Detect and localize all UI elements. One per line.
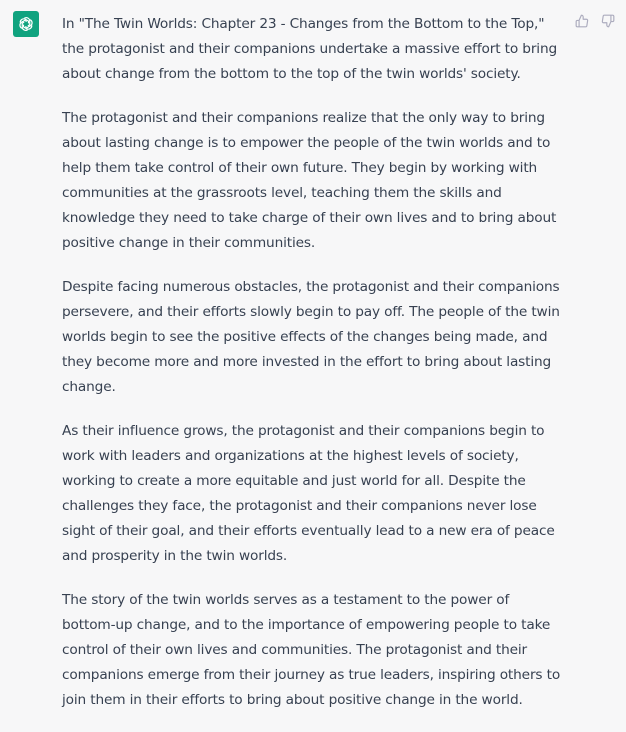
message-paragraph-5: The story of the twin worlds serves as a testament to the power of bottom-up change, and to the importance of empowering people to take control of their own lives and communities. The protagonist and their companions emerge from their journey as true leaders, inspiring others to join them in their efforts to bring about positive change in the world. [62, 592, 561, 708]
message-paragraph-4: As their influence grows, the protagonist and their companions begin to work with leaders and organizations at the highest levels of society, working to create a more equitable and just world for all. Despite the challenges they face, the protagonist and their companions never lose sight of their goal, and their efforts eventually lead to a new era of peace and prosperity in the twin worlds. [62, 423, 555, 564]
thumbs-down-button[interactable] [600, 13, 616, 29]
feedback-actions [574, 13, 616, 29]
thumbs-down-icon [601, 14, 615, 28]
message-paragraph-3: Despite facing numerous obstacles, the protagonist and their companions persevere, and their efforts slowly begin to pay off. The people of the twin worlds begin to see the positive effects of the changes being made, and they become more and more invested in the effort to bring about lasting change. [62, 279, 560, 395]
assistant-avatar [13, 11, 39, 37]
thumbs-up-button[interactable] [574, 13, 590, 29]
message-content [62, 12, 562, 732]
openai-logo-icon [17, 15, 35, 33]
thumbs-up-icon [575, 14, 589, 28]
message-paragraph-2: The protagonist and their companions realize that the only way to bring about lasting change is to empower the people of the twin worlds and to help them take control of their own future. They begin by working with communities at the grassroots level, teaching them the skills and knowledge they need to take charge of their own lives and to bring about positive change in their communities. [62, 110, 557, 251]
message-paragraph-1: In "The Twin Worlds: Chapter 23 - Changes from the Bottom to the Top," the protagonist and their companions undertake a massive effort to bring about change from the bottom to the top of the twin worlds' society. [62, 16, 558, 82]
